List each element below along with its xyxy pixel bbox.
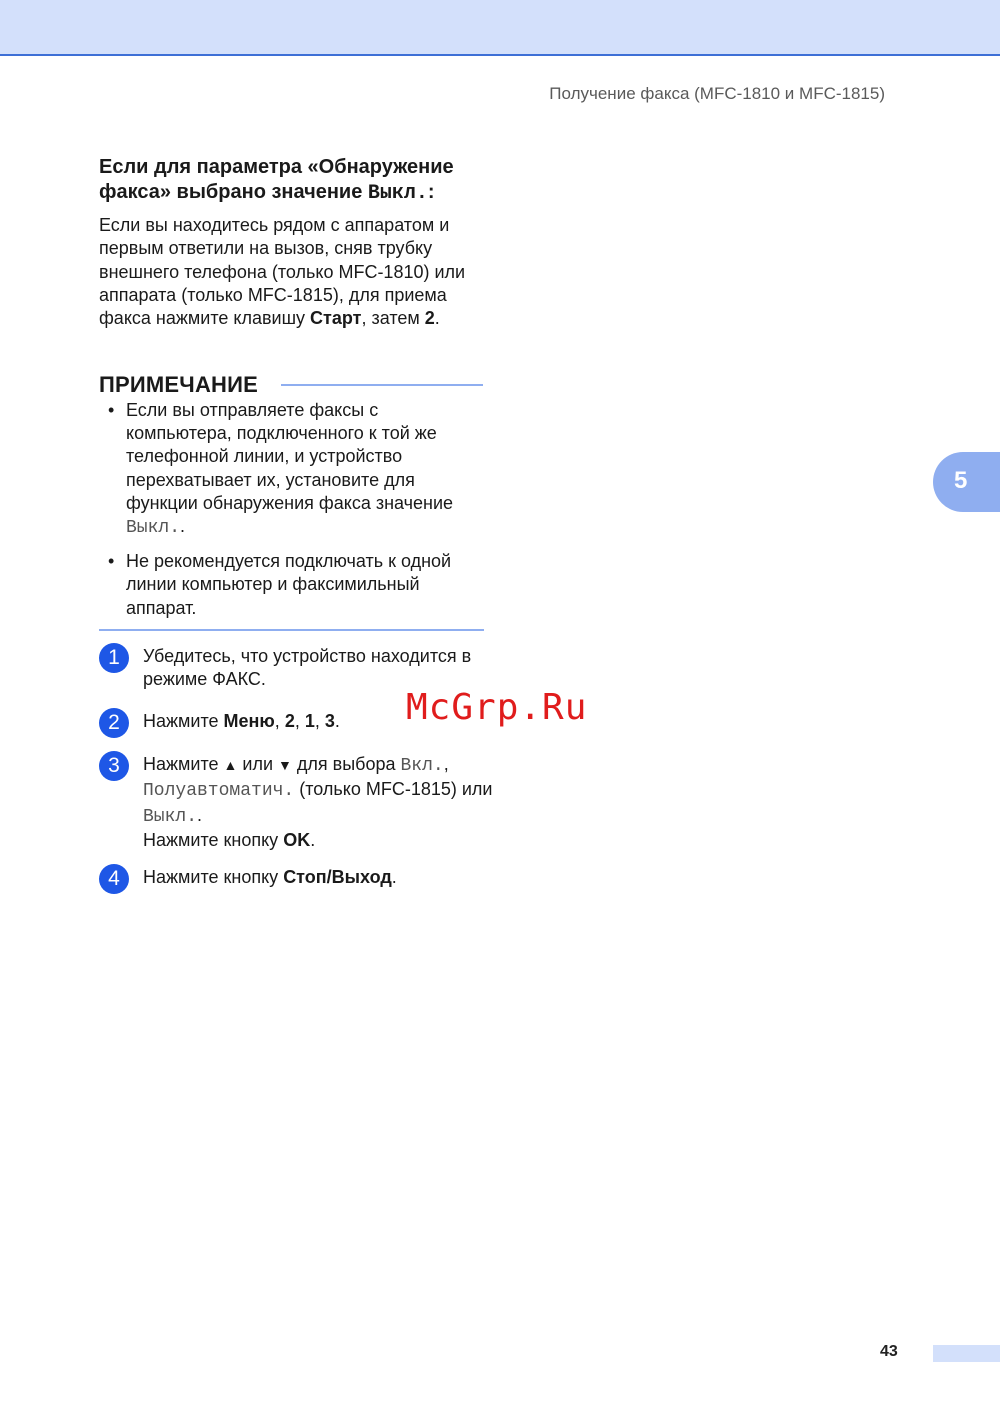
step-text-part: Нажмите (143, 754, 224, 774)
step-text (143, 753, 493, 852)
note-item-text: Не рекомендуется подключать к одной линии компьютер и факсимильный аппарат. (126, 551, 452, 618)
section-heading-end: : (427, 181, 435, 203)
separator: , (443, 754, 449, 774)
chapter-number: 5 (954, 467, 968, 494)
note-item (108, 399, 486, 540)
step-text-part: или (237, 754, 279, 774)
paragraph-text: Если вы находитесь рядом с аппаратом и первым ответили на вызов, сняв трубку внешнего телефона (только MFC-1810) или аппарата (только MFC-1815), для приема факса нажмите клавишу (99, 215, 466, 329)
note-top-rule (281, 384, 483, 386)
bullet-icon: • (108, 400, 115, 420)
step-text-part: Нажмите кнопку (143, 829, 284, 850)
separator: , (294, 711, 305, 731)
stop-exit-key-label: Стоп/Выход (283, 867, 392, 887)
step-text-part: (только MFC-1815) или (294, 779, 493, 800)
section-paragraph (99, 214, 484, 330)
option-semiauto: Полуавтоматич. (143, 781, 295, 802)
step-text-part: Нажмите (143, 711, 224, 731)
page-number: 43 (880, 1343, 898, 1360)
watermark: McGrp.Ru (406, 687, 588, 728)
step-text-end: . (334, 711, 340, 731)
step-text-end: . (310, 829, 316, 850)
note-list (108, 399, 486, 630)
note-heading: ПРИМЕЧАНИЕ (99, 372, 259, 397)
digit-key-label: 2 (284, 711, 295, 731)
start-key-label: Старт (310, 308, 362, 329)
running-header: Получение факса (MFC-1810 и MFC-1815) (549, 84, 885, 103)
separator: , (274, 711, 285, 731)
note-item-text: Если вы отправляете факсы с компьютера, подключенного к той же телефонной линии, и устройство перехватывает их, установите для функции обнаружения факса значение (126, 400, 454, 513)
bullet-icon: • (108, 551, 115, 572)
step-text-part: . (197, 804, 203, 825)
note-item-end: . (180, 516, 186, 537)
option-on: Вкл. (400, 756, 444, 776)
up-arrow-icon: ▲ (223, 757, 238, 773)
note-item (108, 550, 486, 620)
digit-key-label: 1 (304, 711, 315, 731)
step-number-icon: 2 (99, 708, 129, 738)
step-text-end: . (391, 867, 397, 887)
digit-key-label: 3 (324, 711, 335, 731)
section-heading-value: Выкл. (367, 182, 428, 205)
menu-key-label: Меню (223, 711, 275, 731)
paragraph-end: . (434, 308, 440, 329)
digit-key-label: 2 (424, 308, 435, 329)
step-number-icon: 1 (99, 643, 129, 673)
step-text: Убедитесь, что устройство находится в режиме ФАКС. (143, 646, 472, 690)
page-number-bar (933, 1345, 1000, 1362)
option-off: Выкл. (143, 806, 198, 827)
note-item-value: Выкл. (126, 518, 181, 539)
step-text-part: для выбора (291, 754, 401, 774)
note-bottom-rule (99, 629, 484, 631)
chapter-tab (933, 452, 1000, 512)
section-heading (99, 155, 484, 206)
step-number-icon: 3 (99, 751, 129, 781)
paragraph-text-2: , затем (361, 308, 425, 329)
separator: , (314, 711, 325, 731)
step-number-icon: 4 (99, 864, 129, 894)
ok-key-label: OK (283, 829, 311, 850)
section-heading-text: Если для параметра «Обнаружение факса» выбрано значение (99, 156, 454, 203)
down-arrow-icon: ▼ (278, 757, 292, 773)
step-text-part: Нажмите кнопку (143, 867, 284, 887)
top-color-band (0, 0, 1000, 56)
step-text (143, 866, 493, 889)
